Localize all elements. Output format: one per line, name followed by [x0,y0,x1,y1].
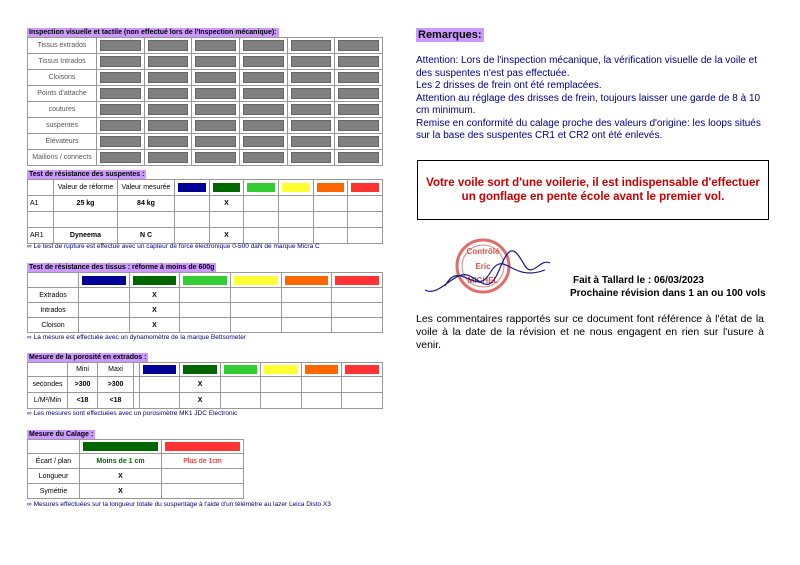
grey-cell [287,102,335,118]
row-label: coutures [28,102,97,118]
swatch-green [183,276,227,285]
grey-cell [144,38,192,54]
visual-inspection-table [27,37,383,166]
grey-cell [287,54,335,70]
swatch-orange [305,365,339,374]
grey-cell [97,38,145,54]
grey-cell [335,102,383,118]
grey-box [338,120,379,131]
table-row [28,318,383,333]
table-row [28,288,383,303]
warning-box [417,160,769,220]
row-label: Mailions / connects [28,150,97,166]
swatch-red [335,276,379,285]
grey-cell [144,54,192,70]
next-revision: Prochaine révision dans 1 an ou 100 vols [570,288,766,299]
grey-box [148,120,189,131]
green-criterion: Moins de 1 cm [80,454,162,469]
mark-x: X [129,288,180,303]
grey-box [291,40,332,51]
suspentes-note-text: Le test de rupture est effectué avec un capteur de force électronique 0-500 daN de marque Micra C [33,243,320,250]
grey-cell [192,150,240,166]
signature [425,251,550,292]
mark-x: X [209,228,244,244]
mark-x: X [129,318,180,333]
row-name: Longueur [28,469,80,484]
grey-cell [97,86,145,102]
grey-box [100,72,141,83]
grey-cell [192,38,240,54]
red-cell [162,469,244,484]
grey-cell [97,150,145,166]
grey-cell [144,102,192,118]
grey-cell [335,70,383,86]
grey-cell [192,118,240,134]
mesure-value: N C [118,228,175,244]
grey-box [148,72,189,83]
swatch-yellow [282,183,310,192]
control-stamp [415,228,560,308]
swatch-dark-green [133,276,177,285]
row-name: A1 [28,196,54,212]
swatch-dark-green [183,365,217,374]
row-name: Extrados [28,288,79,303]
grey-box [148,104,189,115]
grey-box [291,152,332,163]
grey-box [195,88,236,99]
table-row [28,102,383,118]
calage-title: Mesure du Calage : [29,431,94,438]
grey-box [243,136,284,147]
row-label: suspentes [28,118,97,134]
header-maxi: Maxi [98,363,134,377]
grey-box [291,104,332,115]
header-empty [28,180,54,196]
grey-box [195,72,236,83]
grey-box [243,56,284,67]
swatch-green [224,365,258,374]
row-name: Symétrie [28,484,80,499]
table-row [28,377,383,393]
grey-cell [287,118,335,134]
grey-cell [239,70,287,86]
table-row [28,54,383,70]
grey-cell [239,134,287,150]
table-row [28,70,383,86]
grey-cell [192,54,240,70]
grey-box [338,104,379,115]
table-row [28,150,383,166]
remarque-paragraph: Attention au réglage des drisses de frein, toujours laisser une garde de 8 à 10 cm minimum. [416,92,761,116]
red-cell [162,484,244,499]
grey-box [291,120,332,131]
reforme-value: 25 kg [54,196,118,212]
mark-x: X [180,377,221,393]
stamp-text-1: Contrôlé [466,247,500,256]
infinity-icon: ∞ [27,243,32,250]
table-row [28,469,244,484]
table-row [28,134,383,150]
grey-box [338,40,379,51]
grey-box [100,120,141,131]
grey-box [338,152,379,163]
grey-cell [97,134,145,150]
calage-table [27,439,244,499]
grey-box [243,72,284,83]
reforme-value: Dyneema [54,228,118,244]
grey-box [195,120,236,131]
grey-box [338,72,379,83]
grey-box [338,56,379,67]
red-criterion: Plus de 1cm [162,454,244,469]
mark-x: X [180,393,221,409]
grey-box [148,152,189,163]
row-name: L/M²/Min [28,393,68,409]
tissus-title: Test de résistance des tissus : réforme à moins de 600g [29,264,215,271]
swatch-dark-green [213,183,241,192]
table-row [28,484,244,499]
grey-box [100,136,141,147]
grey-box [148,136,189,147]
porosite-table [27,362,383,409]
header-mini: Mini [68,363,98,377]
grey-box [100,104,141,115]
grey-cell [239,54,287,70]
grey-cell [144,150,192,166]
table-row [28,393,383,409]
mark-x: X [129,303,180,318]
swatch-blue [178,183,206,192]
remarque-paragraph: Remise en conformité du calage proche des valeurs d'origine: les loops situés sur la base des suspentes CR1 et CR2 ont été enlevés. [416,117,761,141]
header-mesure: Valeur mesurée [118,180,175,196]
grey-cell [144,118,192,134]
swatch-yellow [264,365,298,374]
table-row [28,228,383,244]
grey-cell [239,38,287,54]
grey-box [100,88,141,99]
row-name: Intrados [28,303,79,318]
swatch-orange [317,183,345,192]
remarque-paragraph: Attention: Lors de l'inspection mécanique, la vérification visuelle de la voile et des suspentes n'est pas effectuée. [416,55,757,79]
disclaimer-text: Les commentaires rapportés sur ce document font référence à l'état de la voile à la date de la révision et ne nous engagent en rien sur l'usure à venir. [416,313,764,351]
swatch-dark-green [83,442,158,451]
infinity-icon: ∞ [27,501,32,508]
table-row [28,86,383,102]
grey-box [195,136,236,147]
table-row [28,303,383,318]
grey-box [100,152,141,163]
visual-inspection-title: Inspection visuelle et tactile (non effectué lors de l'Inspection mécanique): [29,29,277,36]
grey-box [100,40,141,51]
stamp-text-2: Eric [475,262,491,271]
suspentes-title: Test de résistance des suspentes : [29,171,145,178]
grey-box [243,40,284,51]
remarque-paragraph: Les 2 drisses de frein ont été remplacées. [416,80,602,91]
grey-cell [287,86,335,102]
grey-cell [287,150,335,166]
grey-cell [335,118,383,134]
swatch-blue [143,365,177,374]
grey-cell [335,54,383,70]
grey-box [195,104,236,115]
mark-x: X [80,484,162,499]
row-name: Cloison [28,318,79,333]
swatch-yellow [234,276,278,285]
maxi-value: >300 [98,377,134,393]
grey-cell [239,102,287,118]
fait-block [570,274,766,300]
grey-box [338,88,379,99]
swatch-orange [285,276,329,285]
row-label: Élévateurs [28,134,97,150]
swatch-red [165,442,240,451]
table-row-empty [28,212,383,228]
grey-box [195,152,236,163]
grey-box [195,40,236,51]
row-name: secondes [28,377,68,393]
mini-value: >300 [68,377,98,393]
grey-cell [97,70,145,86]
grey-cell [144,134,192,150]
tissus-table [27,272,383,333]
stamp-text-3: MICHEL [467,276,499,285]
swatch-red [351,183,379,192]
grey-cell [97,54,145,70]
swatch-red [345,365,379,374]
grey-box [195,56,236,67]
row-label: Points d'attache [28,86,97,102]
infinity-icon: ∞ [27,334,32,341]
grey-cell [97,102,145,118]
table-row [28,454,244,469]
grey-box [100,56,141,67]
remarques-title: Remarques: [418,29,482,41]
grey-cell [144,70,192,86]
grey-cell [239,118,287,134]
mark-x: X [80,469,162,484]
grey-cell [335,38,383,54]
suspentes-note [27,243,320,251]
grey-cell [239,86,287,102]
grey-box [291,72,332,83]
tissus-note-text: La mesure est effectuée avec un dynamomètre de la marque Bettsometer [33,334,246,341]
grey-cell [144,86,192,102]
row-name: Écart / plan [28,454,80,469]
grey-cell [97,118,145,134]
infinity-icon: ∞ [27,410,32,417]
porosite-note-text: Les mesures sont effectuées avec un porosimètre MK1 JDC Electronic [33,410,238,417]
grey-box [148,88,189,99]
mini-value: <18 [68,393,98,409]
maxi-value: <18 [98,393,134,409]
swatch-blue [82,276,126,285]
grey-box [148,56,189,67]
grey-cell [335,86,383,102]
tissus-note [27,334,246,342]
grey-cell [287,70,335,86]
row-label: Tissus extrados [28,38,97,54]
row-label: Cloisons [28,70,97,86]
table-row [28,196,383,212]
row-label: Tissus Intrados [28,54,97,70]
warning-text: Votre voile sort d'une voilerie, il est indispensable d'effectuer un gonflage en pente école avant le premier vol. [426,177,760,203]
swatch-green [247,183,275,192]
calage-note [27,501,331,509]
mark-x: X [209,196,244,212]
grey-cell [192,86,240,102]
header-reforme: Valeur de réforme [54,180,118,196]
calage-note-text: Mesures effectuées sur la longueur totale du suspentage à l'aide d'un télémètre au lazer Leica Disto X3 [33,501,331,508]
grey-cell [287,38,335,54]
mesure-value: 84 kg [118,196,175,212]
porosite-title: Mesure de la porosité en extrados : [29,354,147,361]
grey-cell [192,134,240,150]
grey-box [243,152,284,163]
grey-cell [239,150,287,166]
grey-cell [287,134,335,150]
grey-cell [192,102,240,118]
grey-box [243,120,284,131]
table-row [28,118,383,134]
suspentes-table [27,179,383,244]
grey-cell [335,150,383,166]
remarques-text [416,55,771,143]
table-row [28,38,383,54]
grey-box [148,40,189,51]
grey-box [243,88,284,99]
grey-box [338,136,379,147]
grey-cell [335,134,383,150]
grey-box [291,136,332,147]
grey-cell [192,70,240,86]
grey-box [243,104,284,115]
grey-box [291,56,332,67]
porosite-note [27,410,237,418]
fait-date: Fait à Tallard le : 06/03/2023 [573,275,704,286]
grey-box [291,88,332,99]
row-name: AR1 [28,228,54,244]
